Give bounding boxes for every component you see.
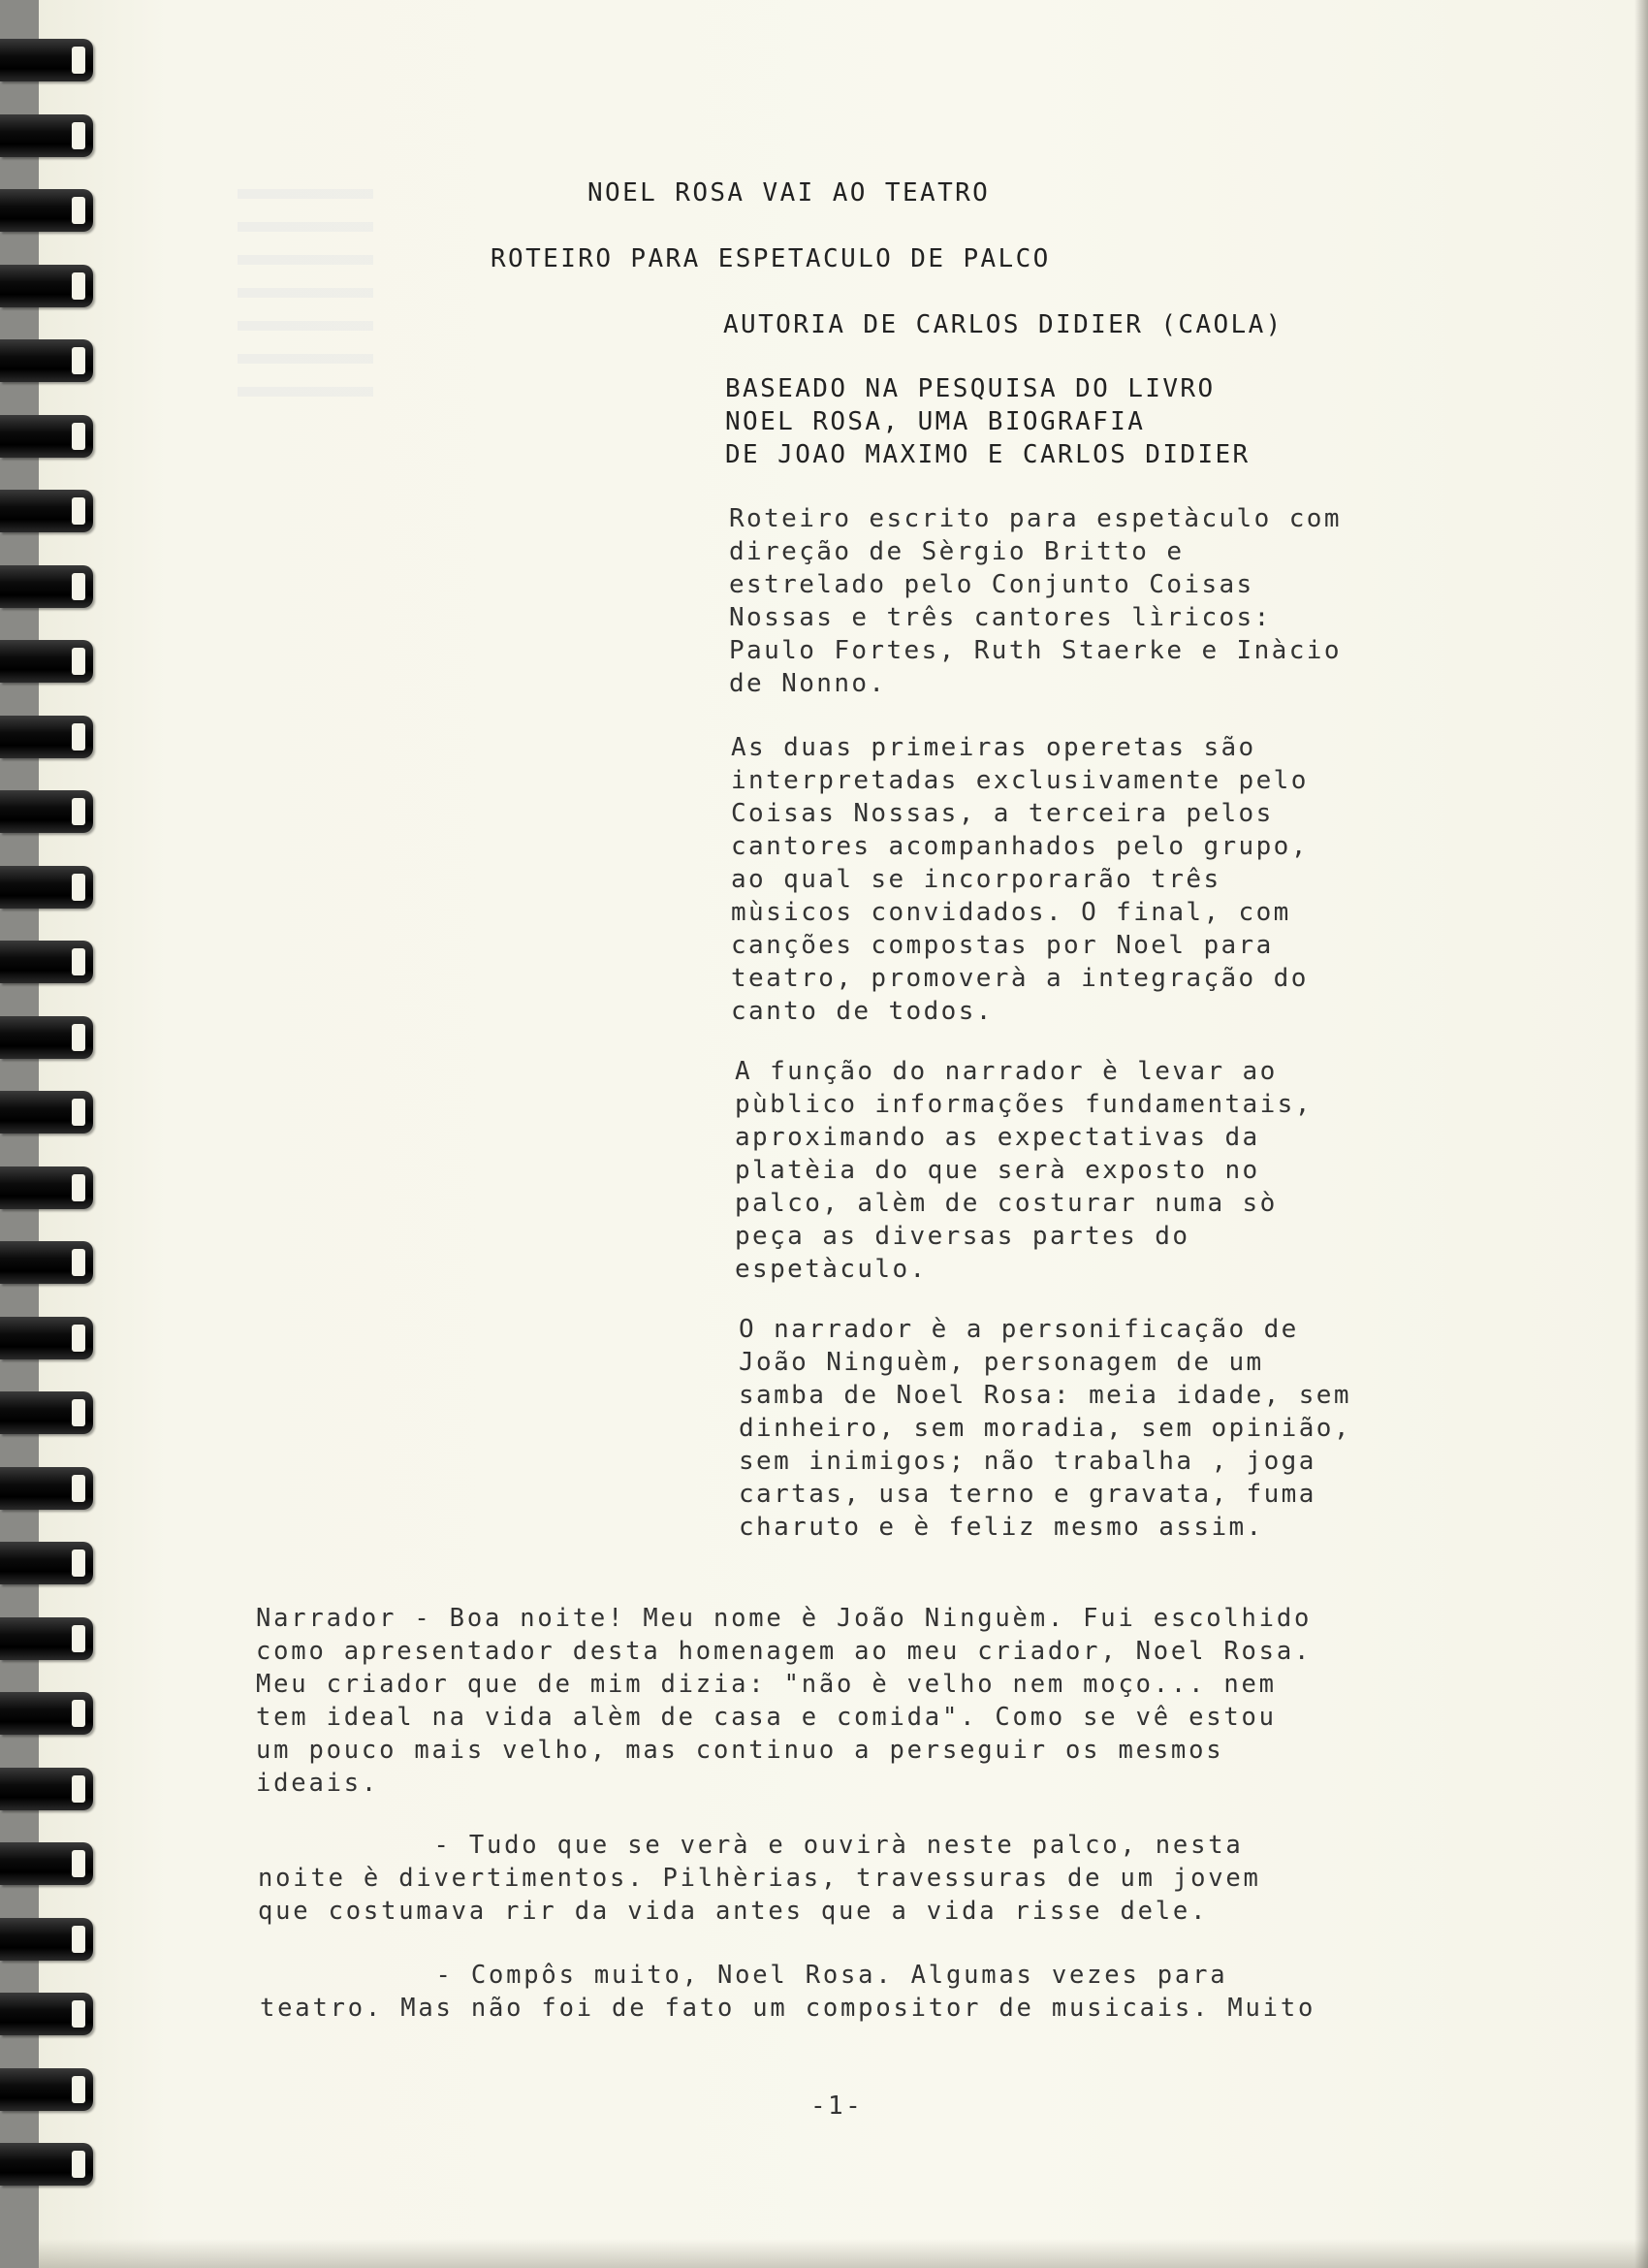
binding-ring <box>0 1241 93 1284</box>
text-line: mùsicos convidados. O final, com <box>731 898 1291 927</box>
binding-ring <box>0 39 93 81</box>
text-line: noite è divertimentos. Pilhèrias, travessuras de um jovem <box>258 1864 1261 1893</box>
binding-ring <box>0 565 93 608</box>
text-line: tem ideal na vida alèm de casa e comida". Como se vê estou <box>256 1703 1277 1732</box>
text-line: direção de Sèrgio Britto e <box>729 537 1185 566</box>
text-line: canções compostas por Noel para <box>731 931 1274 960</box>
binding-ring <box>0 1317 93 1359</box>
binding-ring <box>0 1391 93 1434</box>
text-line: Narrador - Boa noite! Meu nome è João Ninguèm. Fui escolhido <box>256 1604 1313 1633</box>
text-line: ideais. <box>256 1769 380 1798</box>
document-title: NOEL ROSA VAI AO TEATRO <box>587 178 991 208</box>
binding-ring <box>0 1542 93 1584</box>
text-line: cantores acompanhados pelo grupo, <box>731 832 1309 861</box>
binding-ring <box>0 941 93 983</box>
page-right-edge <box>1634 0 1648 2268</box>
binding-ring <box>0 1016 93 1059</box>
binding-ring <box>0 2143 93 2186</box>
text-line: samba de Noel Rosa: meia idade, sem <box>739 1381 1351 1410</box>
binding-ring <box>0 2068 93 2111</box>
binding-ring <box>0 1467 93 1510</box>
text-line: como apresentador desta homenagem ao meu criador, Noel Rosa. <box>256 1637 1313 1666</box>
binding-ring <box>0 1842 93 1885</box>
show-through-marks <box>238 189 373 402</box>
text-line: de Nonno. <box>729 669 887 698</box>
binding-ring <box>0 790 93 833</box>
text-line: ao qual se incorporarão três <box>731 865 1221 894</box>
basis-line: DE JOAO MAXIMO E CARLOS DIDIER <box>725 440 1251 469</box>
text-line: A função do narrador è levar ao <box>735 1057 1278 1086</box>
binding-ring <box>0 1091 93 1134</box>
text-line: espetàculo. <box>735 1255 928 1284</box>
binding-ring <box>0 716 93 758</box>
text-line: charuto e è feliz mesmo assim. <box>739 1513 1264 1542</box>
text-line: um pouco mais velho, mas continuo a perseguir os mesmos <box>256 1736 1224 1765</box>
text-line: interpretadas exclusivamente pelo <box>731 766 1309 795</box>
authorship-line: AUTORIA DE CARLOS DIDIER (CAOLA) <box>723 310 1284 339</box>
text-line: aproximando as expectativas da <box>735 1123 1260 1152</box>
binding-ring <box>0 1692 93 1735</box>
basis-line: BASEADO NA PESQUISA DO LIVRO <box>725 374 1216 403</box>
text-line: cartas, usa terno e gravata, fuma <box>739 1480 1316 1509</box>
text-line: platèia do que serà exposto no <box>735 1156 1260 1185</box>
page-number: -1- <box>810 2092 864 2121</box>
binding-ring <box>0 265 93 307</box>
text-line: O narrador è a personificação de <box>739 1315 1299 1344</box>
binding-ring <box>0 1918 93 1961</box>
text-line: teatro, promoverà a integração do <box>731 964 1309 993</box>
binding-ring <box>0 640 93 683</box>
text-line: palco, alèm de costurar numa sò <box>735 1189 1278 1218</box>
binding-ring <box>0 114 93 157</box>
text-line: teatro. Mas não foi de fato um compositor de musicais. Muito <box>260 1994 1316 2023</box>
text-line: sem inimigos; não trabalha , joga <box>739 1447 1316 1476</box>
text-line: que costumava rir da vida antes que a vida risse dele. <box>258 1897 1209 1926</box>
binding-ring <box>0 866 93 909</box>
text-line: Nossas e três cantores lìricos: <box>729 603 1272 632</box>
binding-ring <box>0 490 93 532</box>
text-line: João Ninguèm, personagem de um <box>739 1348 1264 1377</box>
binding-ring <box>0 1166 93 1209</box>
text-line: Paulo Fortes, Ruth Staerke e Inàcio <box>729 636 1342 665</box>
basis-line: NOEL ROSA, UMA BIOGRAFIA <box>725 407 1146 436</box>
spiral-binding <box>0 39 107 2211</box>
binding-ring <box>0 1768 93 1810</box>
document-subtitle: ROTEIRO PARA ESPETACULO DE PALCO <box>491 244 1051 273</box>
text-line: pùblico informações fundamentais, <box>735 1090 1313 1119</box>
text-line: As duas primeiras operetas são <box>731 733 1256 762</box>
page-bottom-shadow <box>39 2239 1648 2268</box>
text-line: Meu criador que de mim dizia: "não è velho nem moço... nem <box>256 1670 1277 1699</box>
binding-ring <box>0 1617 93 1660</box>
text-line: canto de todos. <box>731 997 994 1026</box>
text-line: estrelado pelo Conjunto Coisas <box>729 570 1254 599</box>
text-line: dinheiro, sem moradia, sem opinião, <box>739 1414 1351 1443</box>
binding-ring <box>0 415 93 458</box>
text-line: - Compôs muito, Noel Rosa. Algumas vezes para <box>260 1961 1228 1990</box>
binding-ring <box>0 189 93 232</box>
text-line: peça as diversas partes do <box>735 1222 1190 1251</box>
text-line: Coisas Nossas, a terceira pelos <box>731 799 1274 828</box>
binding-ring <box>0 1993 93 2035</box>
binding-ring <box>0 339 93 382</box>
text-line: - Tudo que se verà e ouvirà neste palco, nesta <box>258 1831 1244 1860</box>
text-line: Roteiro escrito para espetàculo com <box>729 504 1342 533</box>
